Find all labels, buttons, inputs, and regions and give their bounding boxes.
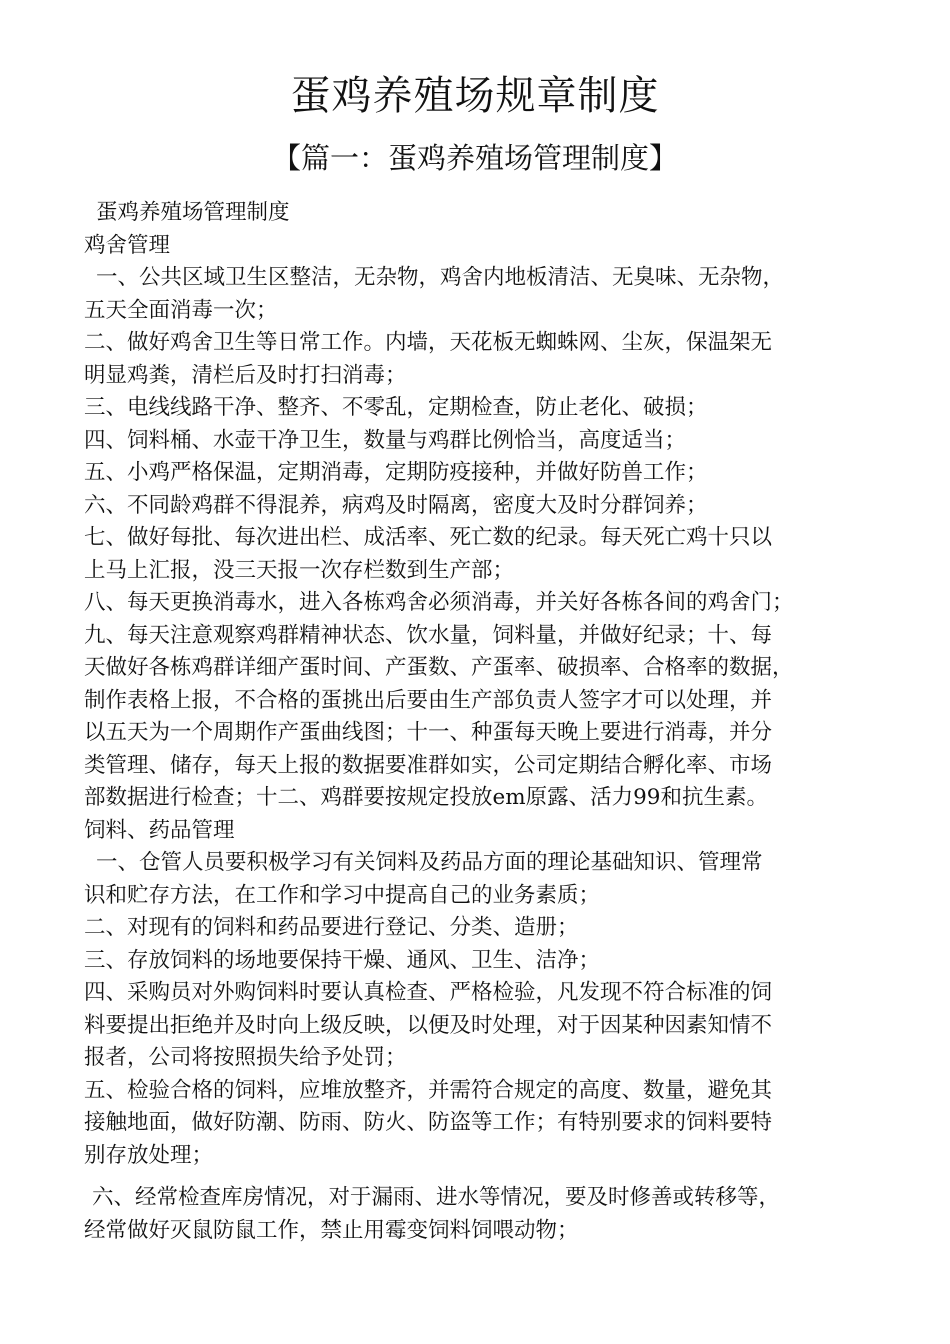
section-heading: 蛋鸡养殖场管理制度 bbox=[96, 200, 290, 225]
text-line: 类管理、储存，每天上报的数据要准群如实，公司定期结合孵化率、市场 bbox=[84, 752, 773, 778]
text-line: 二、对现有的饲料和药品要进行登记、分类、造册； bbox=[84, 915, 579, 940]
text-line: 九、每天注意观察鸡群精神状态、饮水量，饲料量，并做好纪录；十、每 bbox=[84, 622, 773, 648]
text-line: 制作表格上报，不合格的蛋挑出后要由生产部负责人签字才可以处理，并 bbox=[84, 687, 773, 713]
text-line: 报者，公司将按照损失给予处罚； bbox=[84, 1045, 407, 1070]
text-line: 五天全面消毒一次； bbox=[84, 297, 278, 323]
text-line: 天做好各栋鸡群详细产蛋时间、产蛋数、产蛋率、破损率、合格率的数据， bbox=[84, 655, 794, 680]
text-line: 三、存放饲料的场地要保持干燥、通风、卫生、洁净； bbox=[84, 947, 601, 973]
text-line: 八、每天更换消毒水，进入各栋鸡舍必须消毒，并关好各栋各间的鸡舍门； bbox=[84, 590, 794, 615]
section-heading-coop: 鸡舍管理 bbox=[84, 232, 171, 258]
text-line: 料要提出拒绝并及时向上级反映，以便及时处理，对于因某种因素知情不 bbox=[84, 1012, 773, 1038]
text-line: 三、电线线路干净、整齐、不零乱，定期检查，防止老化、破损； bbox=[84, 395, 708, 420]
document-body bbox=[84, 197, 896, 1247]
text-line: 二、做好鸡舍卫生等日常工作。内墙，天花板无蜘蛛网、尘灰，保温架无 bbox=[84, 330, 773, 355]
text-line: 一、仓管人员要积极学习有关饲料及药品方面的理论基础知识、管理常 bbox=[96, 850, 763, 875]
text-line: 六、不同龄鸡群不得混养，病鸡及时隔离，密度大及时分群饲养； bbox=[84, 492, 708, 518]
text-line: 上马上汇报，没三天报一次存栏数到生产部； bbox=[84, 557, 515, 583]
section-heading-feed: 饲料、药品管理 bbox=[84, 817, 235, 843]
text-line: 别存放处理； bbox=[84, 1142, 214, 1168]
text-line: 五、小鸡严格保温，定期消毒，定期防疫接种，并做好防兽工作； bbox=[84, 460, 708, 485]
text-line: 以五天为一个周期作产蛋曲线图；十一、种蛋每天晚上要进行消毒，并分 bbox=[84, 720, 773, 745]
text-line: 经常做好灭鼠防鼠工作，禁止用霉变饲料饲喂动物； bbox=[84, 1217, 579, 1243]
text-line: 五、检验合格的饲料，应堆放整齐，并需符合规定的高度、数量，避免其 bbox=[84, 1077, 773, 1103]
text-line: 七、做好每批、每次进出栏、成活率、死亡数的纪录。每天死亡鸡十只以 bbox=[84, 525, 773, 550]
text-line: 接触地面，做好防潮、防雨、防火、防盗等工作；有特别要求的饲料要特 bbox=[84, 1110, 773, 1135]
text-line: 六、经常检查库房情况，对于漏雨、进水等情况，要及时修善或转移等， bbox=[92, 1185, 781, 1210]
text-line: 明显鸡粪，清栏后及时打扫消毒； bbox=[84, 362, 407, 388]
text-line: 四、饲料桶、水壶干净卫生，数量与鸡群比例恰当，高度适当； bbox=[84, 427, 687, 453]
text-line: 四、采购员对外购饲料时要认真检查、严格检验，凡发现不符合标准的饲 bbox=[84, 980, 773, 1005]
text-line: 部数据进行检查；十二、鸡群要按规定投放em原露、活力99和抗生素。 bbox=[84, 785, 768, 810]
document-subtitle: 【篇一：蛋鸡养殖场管理制度】 bbox=[271, 141, 678, 175]
text-line: 一、公共区域卫生区整洁，无杂物，鸡舍内地板清洁、无臭味、无杂物， bbox=[96, 265, 785, 290]
document-title: 蛋鸡养殖场规章制度 bbox=[290, 73, 660, 119]
text-line: 识和贮存方法，在工作和学习中提高自己的业务素质； bbox=[84, 882, 601, 908]
